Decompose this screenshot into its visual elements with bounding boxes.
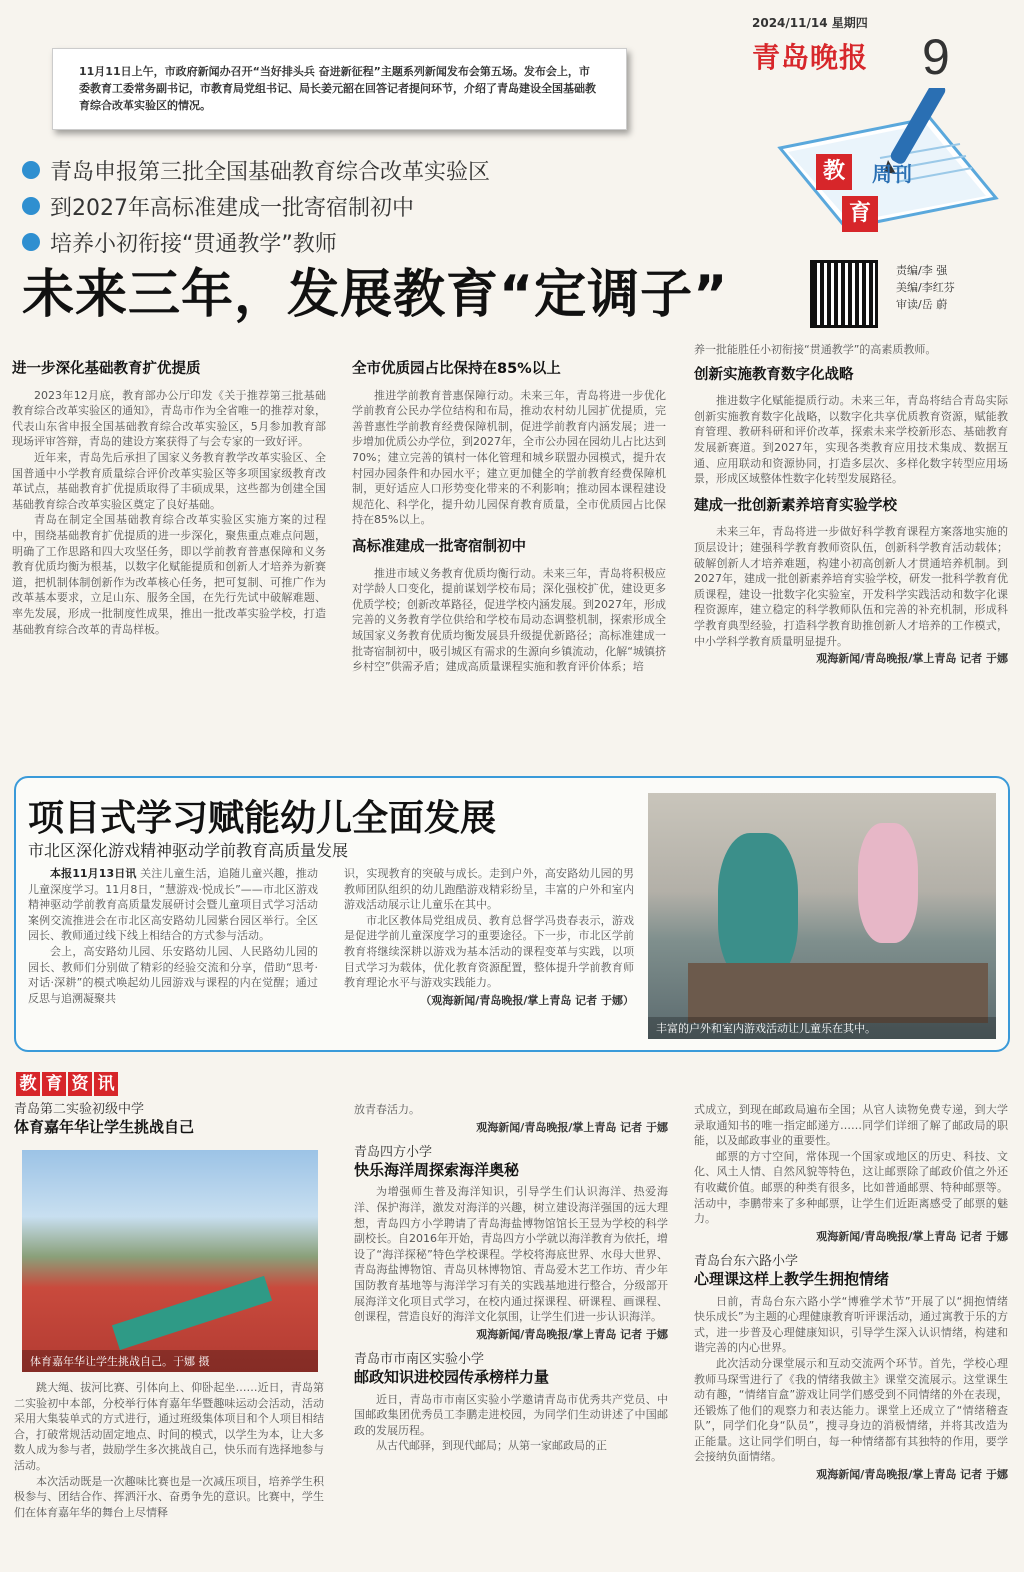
issue-date: 2024/11/14 星期四 [752,16,868,30]
main-headline: 未来三年，发展教育“定调子” [22,265,729,325]
editor-credits: 责编/李 强 美编/李红芬 审读/岳 蔚 [896,264,955,311]
key-points [22,152,490,260]
subheading: 进一步深化基础教育扩优提质 [12,361,201,377]
byline: 观海新闻/青岛晚报/掌上青岛 记者 于娜 [476,1120,668,1134]
news-item-3: 式成立，到现在邮政局遍布全国；从官人读物免费专递，到大学录取通知书的唯一指定邮递方……同学们详细了解了邮政局的职能，以及邮政事业的重要性。 邮票的方寸空间，常体现一个国家或地区的历史、科技、文化、风土人情、自然风貌等特色，这让邮票除了邮政价值之外还有收藏价值。邮票的种类有很多，比如普通邮票、特种邮票等。活动中，李鹏带来了多种邮票，让学生们近距离感受了邮票的魅力。 观海新闻/青岛晚报/掌上青岛 记者 于娜 青岛台东六路小学 心理课这样上教学生拥抱情绪 日前，青岛台东六路小学“博雅学术节”开展了以“拥抱情绪 快乐成长”为主题的心理健康教育听评课活动，通过寓教于乐的方式，进一步普及心理健康知识，引导学生深入认识情绪，构建和谐完善的内心世界。 此次活动分课堂展示和互动交流两个环节。首先，学校心理教师马琛雪进行了《我的情绪我做主》课堂交流展示。这堂课生动有趣，“情绪盲盒”游戏让同学们感受到不同情绪的外在表现，还锻炼了他们的观察力和表达能力。课堂上还成立了“情绪稽查队”，同学们化身“队员”，搜寻身边的消极情绪，并将其改造为正能量。这让同学们明白，每一种情绪都有其独特的作用，要学会接纳负面情绪。 观海新闻/青岛晚报/掌上青岛 记者 于娜 [694,1103,1008,1482]
key-point: 到2027年高标准建成一批寄宿制初中 [22,188,490,224]
school-name: 青岛台东六路小学 [694,1254,799,1270]
bullet-dot-icon [22,161,40,179]
key-point: 培养小初衔接“贯通教学”教师 [22,224,490,260]
newspaper-logo: 青岛晚报 [752,41,869,74]
child-figure [718,833,798,983]
article-column-3: 养一批能胜任小初衔接“贯通教学”的高素质教师。 创新实施教育数字化战略 推进数字化赋能提质行动。未来三年，青岛将结合青岛实际创新实施教育数字化战略，以数字化共享优质教育资源，赋能教育管理、教研科研和评价改革，探索未来学校新形态、基础教育发展新赛道。到2027年，实现各类教育应用技术集成、数据互通、应用联动和资源协同，打造多层次、多样化数字转型应用场景，形成区域整体性数字化转型发展路径。 建成一批创新素养培育实验学校 未来三年，青岛将进一步做好科学教育课程方案落地实施的顶层设计；建强科学教育教师资队伍，创新科学教育活动载体；破解创新人才培养难题，构建小初高创新人才贯通培养机制。到2027年，建成一批创新素养培育实验学校，研发一批科学教育优质课程，建设一批数字化实验室，开发科学实践活动和数字化课程资源库，建立稳定的科学教师队伍和完善的补充机制，形成科学教育典型经验，打造科学教育助推创新人才培养的工作模式，中小学科学教育质量明显提升。 观海新闻/青岛晚报/掌上青岛 记者 于娜 [694,343,1008,666]
photo-caption: 丰富的户外和室内游戏活动让儿童乐在其中。 [648,1017,996,1039]
section-badge-yu: 育 [842,196,878,232]
bullet-dot-icon [22,197,40,215]
news-title: 快乐海洋周探索海洋奥秘 [354,1160,520,1179]
news-title: 心理课这样上教学生拥抱情绪 [694,1269,890,1288]
intro-box: 11月11日上午，市政府新闻办召开“当好排头兵 奋进新征程”主题系列新闻发布会第五场。发布会上，市委教育工委常务副书记，市教育局党组书记、局长姜元韶在回答记者提问环节，介绍了青岛建设全国基础教育综合改革实验区的情况。 [52,48,627,130]
section-illustration [760,88,1004,238]
article-column-1: 进一步深化基础教育扩优提质 2023年12月底，教育部办公厅印发《关于推荐第三批基础教育综合改革实验区的通知》，青岛市作为全省唯一的推荐对象，代表山东省申报全国基础教育综合改革实验区，5月参加教育部现场评审答辩，青岛的建设方案获得了与会专家的一致好评。 近年来，青岛先后承担了国家义务教育教学改革实验区、全国普通中小学教育质量综合评价改革实验区等多项国家级教育改革试点，基础教育扩优提质取得了丰硕成果，这些都为创建全国基础教育综合改革实验区奠定了良好基础。 青岛在制定全国基础教育综合改革实验区实施方案的过程中，围绕基础教育扩优提质的进一步深化，聚焦重点难点问题，明确了工作思路和四大攻坚任务，即以学前教育普惠保障和义务教育优质均衡为根基，以数字化赋能提质和创新人才培养为新赛道，把机制体制创新作为改革核心任务，把可复制、可推广作为改革基本要求，立足山东、服务全国，在先行先试中破解难题、率先发展，形成一批制度性成果，推出一批改革实验学校，打造基础教育综合改革的青岛样板。 [12,361,326,636]
subheading: 创新实施教育数字化战略 [694,366,854,383]
feature-subtitle: 市北区深化游戏精神驱动学前教育高质量发展 [28,841,349,860]
school-name: 青岛市市南区实验小学 [354,1352,485,1368]
byline: （观海新闻/青岛晚报/掌上青岛 记者 于娜） [420,993,634,1007]
school-name: 青岛第二实验初级中学 [14,1102,145,1117]
news-item-2: 放青春活力。 观海新闻/青岛晚报/掌上青岛 记者 于娜 青岛四方小学 快乐海洋周探索海洋奥秘 为增强师生普及海洋知识，引导学生们认识海洋、热爱海洋、保护海洋，激发对海洋的兴趣，树立建设海洋强国的远大理想，青岛四方小学聘请了青岛海盐博物馆馆长王昱为学校的科学副校长。自2016年开始，青岛四方小学就以海洋教育为依托，增设了“海洋探秘”特色学校课程。学校将海底世界、水母大世界、青岛海盐博物馆、青岛贝林博物馆、青岛爱木艺工作坊、青少年国防教育基地等与海洋学习有关的实践基地进行整合，分级部开展海洋文化项目式学习，在校内通过探课程、研课程、画课程、创课程，营造良好的海洋文化氛围，让学生们进一步认识海洋。 观海新闻/青岛晚报/掌上青岛 记者 于娜 青岛市市南区实验小学 邮政知识进校园传承榜样力量 近日，青岛市市南区实验小学邀请青岛市优秀共产党员、中国邮政集团优秀员工李鹏走进校园，为同学们生动讲述了中国邮政的发展历程。 从古代邮驿，到现代邮局；从第一家邮政局的正 [354,1103,668,1453]
byline: 观海新闻/青岛晚报/掌上青岛 记者 于娜 [476,1327,668,1341]
rope-banner [112,1276,272,1350]
section-weekly-label: 周刊 [872,162,912,186]
subheading: 全市优质园占比保持在85%以上 [352,361,561,377]
sports-photo [22,1150,318,1372]
kindergarten-photo [648,793,996,1039]
qr-code-icon[interactable] [810,260,878,328]
section-badge-jiao: 教 [816,154,852,190]
article-column-2: 全市优质园占比保持在85%以上 推进学前教育普惠保障行动。未来三年，青岛将进一步优化学前教育公民办学位结构和布局，推动农村幼儿园扩优提质，完善普惠性学前教育经费保障机制，促进学前教育内涵发展；进一步增加优质公办学位，到2027年，全市公办园在园幼儿占比达到70%；建立完善的镇村一体化管理和城乡联盟办园模式，提升农村园办园条件和办园水平；建立更加健全的学前教育经费保障机制，更好适应人口形势变化带来的不利影响；推动园本课程建设规范化、科学化，提升幼儿园保育教育质量，全市优质园占比保持在85%以上。 高标准建成一批寄宿制初中 推进市域义务教育优质均衡行动。未来三年，青岛将积极应对学龄人口变化，提前谋划学校布局；深化强校扩优，建设更多优质学校；创新改革路径，促进学校内涵发展。到2027年，形成完善的义务教育学位供给和学校布局动态调整机制，探索形成全域国家义务教育优质均衡发展县升级提优新路径；高标准建成一批寄宿制初中，吸引城区有需求的生源向乡镇流动，化解“城镇挤乡村空”供需矛盾；建成高质量课程实施和教育评价体系；培 [352,361,666,674]
feature-column-2: 识，实现教育的突破与成长。走到户外，高安路幼儿园的男教师团队组织的幼儿跑酷游戏精彩纷呈，丰富的户外和室内游戏活动展示让儿童乐在其中。 市北区教体局党组成员、教育总督学冯贵春表示，游戏是促进学前儿童深度学习的重要途径。下一步，市北区学前教育将继续深耕以游戏为基本活动的课程变革与实践，以项目式学习为载体，优化教育资源配置，整体提升学前教育师教育理论水平与游戏实践能力。 （观海新闻/青岛晚报/掌上青岛 记者 于娜） [344,867,634,1007]
subheading: 建成一批创新素养培育实验学校 [694,497,897,514]
news-item-1 [14,1102,324,1141]
child-figure [858,823,918,943]
feature-column-1: 本报11月13日讯 关注儿童生活，追随儿童兴趣，推动儿童深度学习。11月8日，“慧游戏·悦成长”——市北区游戏精神驱动学前教育高质量发展研讨会暨儿童项目式学习活动案例交流推进会在市北区高安路幼儿园紫台园区举行。全区园长、教师通过线下线上相结合的方式参与活动。 会上，高安路幼儿园、乐安路幼儿园、人民路幼儿园的园长、教师们分别做了精彩的经验交流和分享，借助“思考·对话·深耕”的模式唤起幼儿园游戏与课程的内在觉醒；通过反思与追溯凝聚共 [28,867,318,1005]
school-name: 青岛四方小学 [354,1145,433,1161]
byline: 观海新闻/青岛晚报/掌上青岛 记者 于娜 [816,1229,1008,1243]
photo-caption: 体育嘉年华让学生挑战自己。于娜 摄 [22,1350,318,1372]
bullet-dot-icon [22,233,40,251]
page-number: 9 [922,29,950,85]
news-item-1-body: 跳大绳、拔河比赛、引体向上、仰卧起坐……近日，青岛第二实验初中本部，分校举行体育嘉年华暨趣味运动会活动，活动采用大集装单式的方式进行，通过班级集体项目和个人项目相结合，打破常规活动固定地点、时间的模式，以学生为本，让大多数人成为参与者，鼓励学生多次挑战自己，快乐而有选择地参与活动。 本次活动既是一次趣味比赛也是一次减压项目，培养学生积极参与、团结合作、挥洒汗水、奋勇争先的意识。比赛中，学生们在体育嘉年华的舞台上尽情释 [14,1381,324,1519]
news-title: 体育嘉年华让学生挑战自己 [14,1117,195,1136]
news-title: 邮政知识进校园传承榜样力量 [354,1367,550,1386]
subheading: 高标准建成一批寄宿制初中 [352,538,526,555]
table [688,963,988,1023]
byline: 观海新闻/青岛晚报/掌上青岛 记者 于娜 [816,1468,1008,1482]
byline: 观海新闻/青岛晚报/掌上青岛 记者 于娜 [816,652,1008,666]
news-section-tag: 教 育 资 讯 [16,1072,120,1096]
feature-title: 项目式学习赋能幼儿全面发展 [28,798,497,839]
key-point: 青岛申报第三批全国基础教育综合改革实验区 [22,152,490,188]
